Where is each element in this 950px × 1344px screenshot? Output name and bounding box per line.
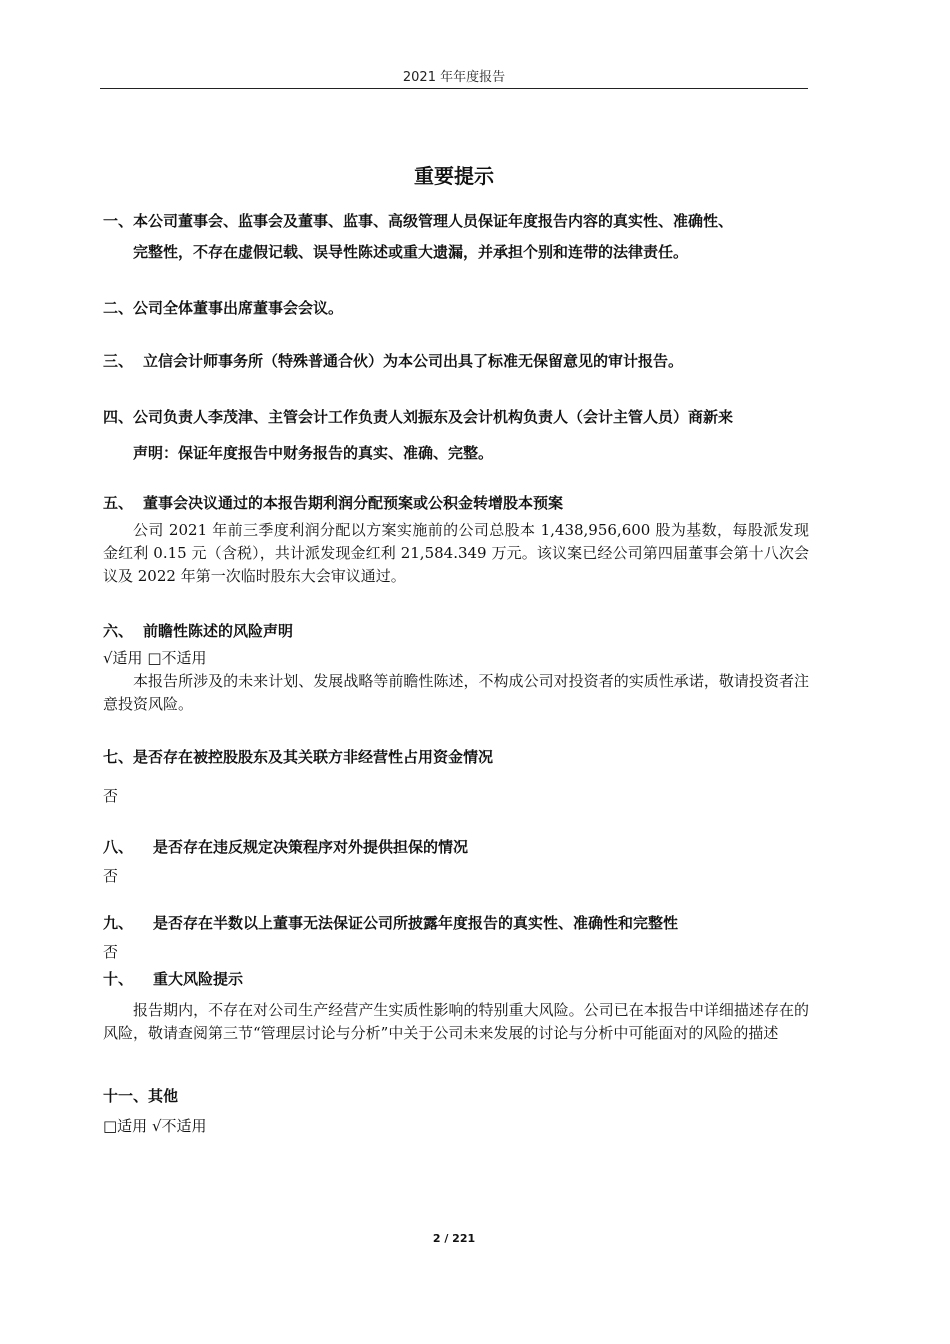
section-5-body: 公司 2021 年前三季度利润分配以方案实施前的公司总股本 1,438,956,600 股为基数，每股派发现金红利 0.15 元（含税），共计派发现金红利 21,584.349 万元。该议案已经公司第四届董事会第十八次会议及 2022 年第一次临时股东大会审议通过。 bbox=[103, 521, 809, 585]
section-9-answer: 否 bbox=[103, 943, 119, 961]
section-11-heading: 十一、其他 bbox=[103, 1087, 179, 1105]
page-number: 2 / 221 bbox=[432, 1232, 476, 1245]
section-9 bbox=[103, 908, 809, 964]
section-7-heading: 七、是否存在被控股股东及其关联方非经营性占用资金情况 bbox=[103, 748, 494, 766]
section-5-heading: 董事会决议通过的本报告期利润分配预案或公积金转增股本预案 bbox=[143, 494, 564, 512]
section-6-heading: 前瞻性陈述的风险声明 bbox=[143, 622, 294, 640]
section-10-number: 十、 bbox=[103, 970, 134, 988]
section-6-applicability: √适用 □不适用 bbox=[103, 649, 207, 667]
section-6 bbox=[103, 615, 809, 716]
section-8-answer: 否 bbox=[103, 867, 119, 885]
section-1 bbox=[103, 206, 809, 268]
section-4-line-2: 声明：保证年度报告中财务报告的真实、准确、完整。 bbox=[133, 444, 494, 462]
section-3-number: 三、 bbox=[103, 352, 134, 370]
page-title: 重要提示 bbox=[414, 164, 494, 188]
section-4 bbox=[103, 399, 809, 471]
header-divider bbox=[100, 88, 808, 89]
section-7 bbox=[103, 742, 809, 808]
section-11-applicability: □适用 √不适用 bbox=[103, 1117, 207, 1135]
section-1-line-1: 一、本公司董事会、监事会及董事、监事、高级管理人员保证年度报告内容的真实性、准确性、 bbox=[103, 212, 734, 230]
section-8-number: 八、 bbox=[103, 838, 134, 856]
section-6-number: 六、 bbox=[103, 622, 134, 640]
section-5 bbox=[103, 487, 809, 588]
section-3 bbox=[103, 346, 809, 377]
section-5-number: 五、 bbox=[103, 494, 134, 512]
section-8 bbox=[103, 832, 809, 888]
section-9-heading: 是否存在半数以上董事无法保证公司所披露年度报告的真实性、准确性和完整性 bbox=[153, 914, 679, 932]
section-6-body: 本报告所涉及的未来计划、发展战略等前瞻性陈述，不构成公司对投资者的实质性承诺，敬请投资者注意投资风险。 bbox=[103, 672, 809, 713]
section-3-text: 立信会计师事务所（特殊普通合伙）为本公司出具了标准无保留意见的审计报告。 bbox=[143, 352, 684, 370]
section-11 bbox=[103, 1081, 809, 1138]
section-7-answer: 否 bbox=[103, 787, 119, 805]
section-8-heading: 是否存在违反规定决策程序对外提供担保的情况 bbox=[153, 838, 469, 856]
section-1-line-2: 完整性，不存在虚假记载、误导性陈述或重大遗漏，并承担个别和连带的法律责任。 bbox=[133, 243, 689, 261]
section-10-body: 报告期内，不存在对公司生产经营产生实质性影响的特别重大风险。公司已在本报告中详细描述存在的风险，敬请查阅第三节“管理层讨论与分析”中关于公司未来发展的讨论与分析中可能面对的风险的描述 bbox=[103, 1001, 809, 1042]
running-header: 2021 年年度报告 bbox=[402, 70, 506, 85]
section-10 bbox=[103, 964, 809, 1045]
section-10-heading: 重大风险提示 bbox=[153, 970, 244, 988]
section-2 bbox=[103, 293, 809, 324]
section-9-number: 九、 bbox=[103, 914, 134, 932]
section-4-line-1: 四、公司负责人李茂津、主管会计工作负责人刘振东及会计机构负责人（会计主管人员）商新来 bbox=[103, 408, 734, 426]
section-2-text: 二、公司全体董事出席董事会会议。 bbox=[103, 299, 344, 317]
